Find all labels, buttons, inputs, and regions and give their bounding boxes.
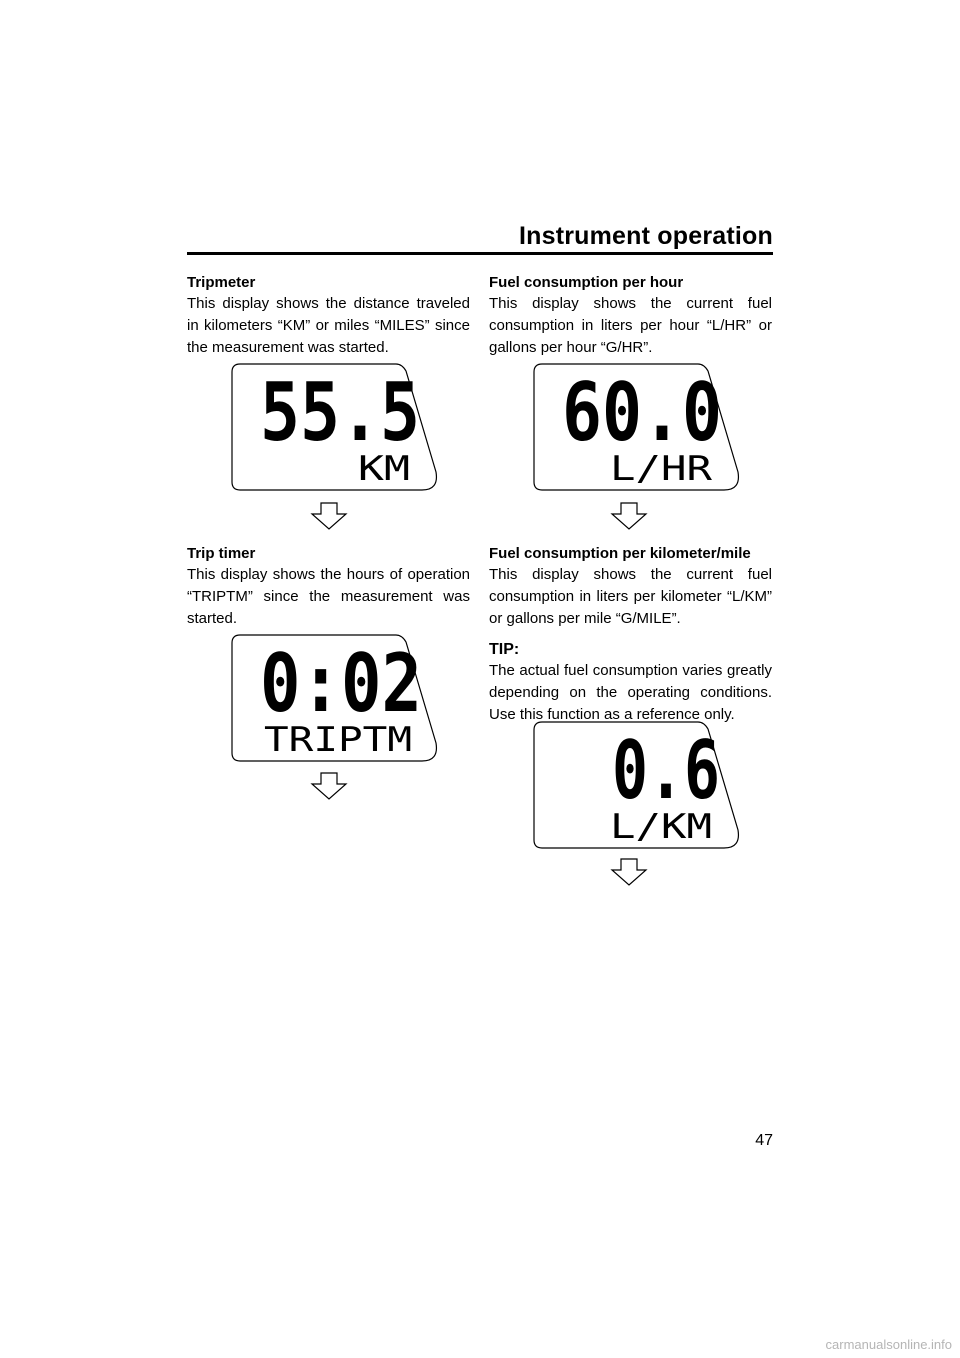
fuel-per-hour-body: This display shows the current fuel consumption in liters per hour “L/HR” or gallons per hour “G/HR”. [489, 295, 772, 356]
tripmeter-unit: KM [358, 449, 410, 489]
fuel-per-hour-unit: L/HR [610, 449, 713, 489]
right-column [489, 273, 772, 359]
fuel-per-hour-heading: Fuel consumption per hour [489, 274, 684, 291]
trip-timer-unit: TRIPTM [264, 720, 412, 760]
watermark: carmanualsonline.info [825, 1337, 952, 1352]
trip-timer-block [187, 544, 470, 630]
down-arrow-icon [611, 502, 647, 530]
tripmeter-heading: Tripmeter [187, 274, 256, 291]
fuel-per-km-unit: L/KM [610, 807, 712, 847]
fuel-per-km-lcd-display [532, 720, 742, 850]
fuel-per-hour-value: 60.0 [562, 366, 722, 459]
title-rule [187, 252, 773, 255]
down-arrow-icon [311, 502, 347, 530]
fuel-per-hour-lcd-display [532, 362, 742, 492]
fuel-per-km-heading: Fuel consumption per kilometer/mile [489, 545, 751, 562]
down-arrow-icon [311, 772, 347, 800]
fuel-per-km-body: This display shows the current fuel consumption in liters per kilometer “L/KM” or gallons per mile “G/MILE”. [489, 566, 772, 627]
trip-timer-heading: Trip timer [187, 545, 256, 562]
tripmeter-body: This display shows the distance traveled in kilometers “KM” or miles “MILES” since the measurement was started. [187, 295, 470, 356]
fuel-per-km-block [489, 544, 772, 726]
down-arrow-icon [611, 858, 647, 886]
trip-timer-value: 0:02 [260, 637, 422, 730]
tripmeter-value: 55.5 [260, 366, 420, 459]
trip-timer-lcd-display [230, 633, 440, 763]
left-column [187, 273, 470, 359]
tripmeter-lcd-display [230, 362, 440, 492]
fuel-per-km-value: 0.6 [612, 724, 720, 817]
trip-timer-body: This display shows the hours of operation “TRIPTM” since the measurement was started. [187, 566, 470, 627]
page-number: 47 [755, 1132, 773, 1149]
page-title: Instrument operation [518, 222, 773, 250]
tip-body: The actual fuel consumption varies greatly depending on the operating conditions. Use this function as a reference only. [489, 662, 772, 723]
tip-label: TIP: [489, 641, 520, 658]
